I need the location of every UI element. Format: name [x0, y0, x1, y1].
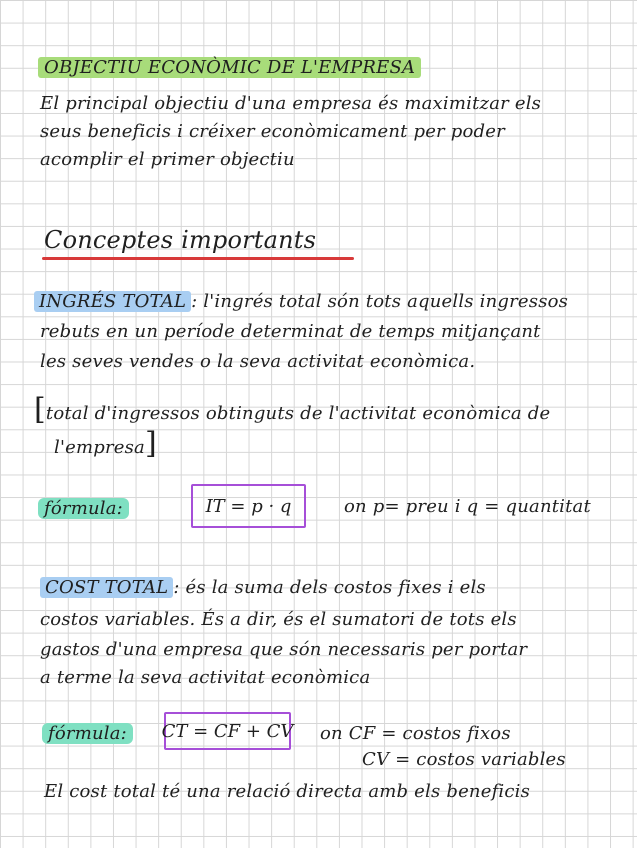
- cost-term: COST TOTAL: [40, 577, 173, 598]
- cost-definition-line-2: costos variables. És a dir, és el sumatori de tots els: [40, 609, 517, 630]
- close-bracket: ]: [144, 426, 157, 461]
- cost-formula-note-1: on CF = costos fixos: [320, 723, 511, 744]
- ingres-definition-line-3: les seves vendes o la seva activitat econòmica.: [40, 351, 476, 372]
- ingres-note-line-2: l'empresa]: [54, 426, 157, 461]
- ingres-formula-label: fórmula:: [38, 493, 129, 524]
- cost-formula-note-2: CV = costos variables: [362, 749, 566, 770]
- cost-closing-line: El cost total té una relació directa amb els beneficis: [44, 781, 531, 802]
- ingres-term: INGRÉS TOTAL: [34, 291, 191, 312]
- cost-definition-line-1: COST TOTAL : és la suma dels costos fixes i els: [40, 572, 486, 603]
- objective-line-3: acomplir el primer objectiu: [40, 149, 295, 170]
- objective-line-1: El principal objectiu d'una empresa és maximitzar els: [40, 93, 542, 114]
- ingres-definition-line-2: rebuts en un període determinat de temps mitjançant: [40, 321, 541, 342]
- cost-formula: CT = CF + CV: [161, 720, 294, 742]
- ingres-definition-line-1: INGRÉS TOTAL : l'ingrés total són tots aquells ingressos: [34, 286, 568, 317]
- section-heading-objective: OBJECTIU ECONÒMIC DE L'EMPRESA: [38, 52, 421, 83]
- concepts-underline: [42, 257, 354, 260]
- ingres-formula-note: on p= preu i q = quantitat: [344, 496, 591, 517]
- cost-definition-line-4: a terme la seva activitat econòmica: [40, 667, 371, 688]
- ingres-formula: IT = p · q: [205, 495, 292, 517]
- section-heading-concepts: Conceptes importants: [44, 226, 317, 254]
- cost-definition-line-3: gastos d'una empresa que són necessaris per portar: [40, 639, 528, 660]
- ingres-note-line-1: [total d'ingressos obtinguts de l'activitat econòmica de: [34, 392, 551, 427]
- ingres-formula-box: [191, 484, 306, 528]
- cost-formula-box: [161, 712, 294, 750]
- objective-line-2: seus beneficis i créixer econòmicament per poder: [40, 121, 505, 142]
- cost-formula-label: fórmula:: [42, 718, 133, 749]
- open-bracket: [: [34, 392, 46, 427]
